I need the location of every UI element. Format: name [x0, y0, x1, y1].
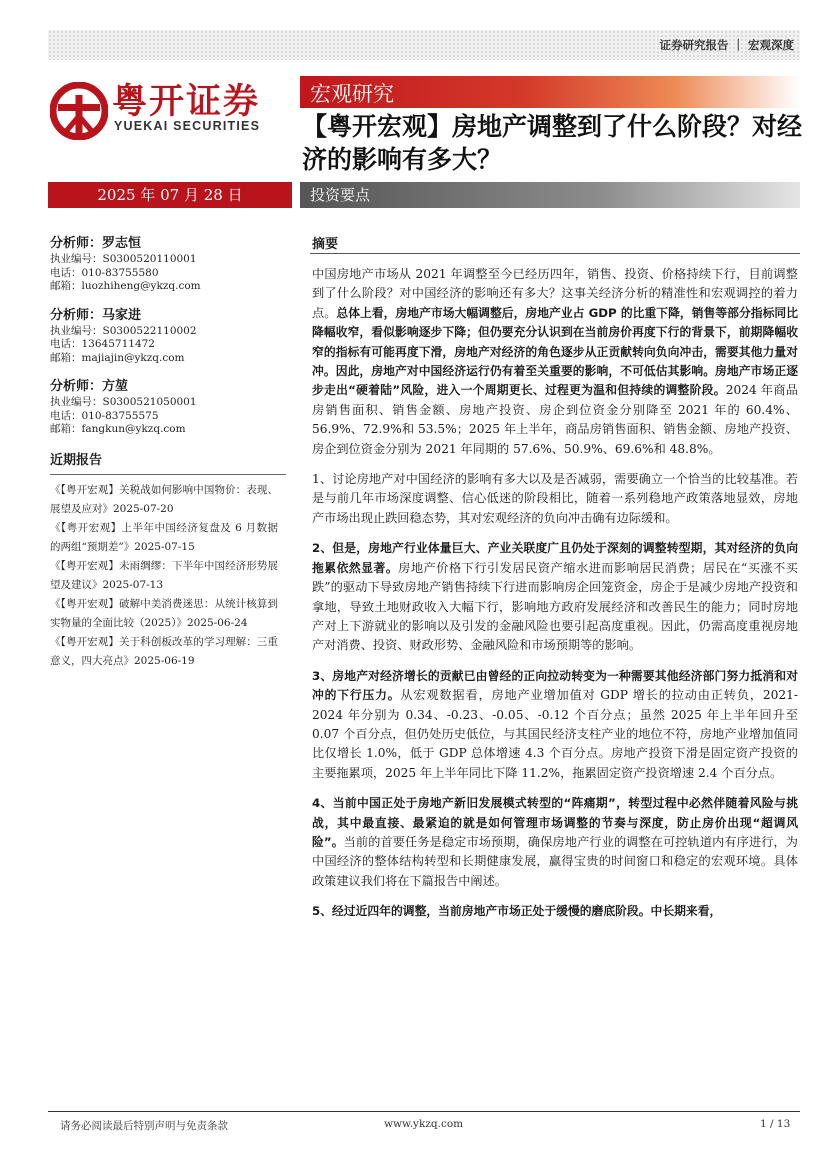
paragraph-bold-text: 2、但是，房地产行业体量巨大、产业关联度广且仍处于深刻的调整转型期，其对经济的负向拖累依然显著。 — [312, 541, 798, 575]
analyst-email: 邮箱：fangkun@ykzq.com — [50, 423, 186, 435]
abstract-paragraph — [312, 902, 798, 921]
abstract-paragraph — [312, 794, 798, 891]
recent-report-link[interactable]: 《【粤开宏观】上半年中国经济复盘及 6 月数据的两组“预期差”》2025-07-15 — [50, 521, 278, 553]
analyst-license: 执业编号：S0300522110002 — [50, 324, 197, 337]
category-bar — [300, 76, 800, 108]
paragraph-bold-text: 5、经过近四年的调整，当前房地产市场正处于缓慢的磨底阶段。中长期来看， — [312, 904, 722, 919]
abstract-body — [312, 265, 798, 933]
abstract-paragraph: 1、讨论房地产对中国经济的影响有多大以及是否减弱，需要确立一个恰当的比较基准。若是与前几年市场深度调整、信心低迷的阶段相比，随着一系列稳地产政策落地显效，房地产市场出现止跌回稳态势，其对宏观经济的负向冲击确有边际缓和。 — [312, 472, 798, 525]
analyst-block — [50, 306, 290, 366]
logo-name-en: YUEKAI SECURITIES — [114, 119, 261, 133]
abstract-divider — [310, 253, 800, 254]
footer-page-number: 1 / 13 — [760, 1118, 791, 1130]
abstract-paragraph — [312, 265, 798, 459]
paragraph-bold-text: 总体上看，房地产市场大幅调整后，房地产业占 GDP 的比重下降，销售等部分指标同比降幅收窄，看似影响逐步下降；但仍要充分认识到在当前房价再度下行的背景下，前期降幅收窄的指标有可能再度下滑，房地产对经济的角色逐步从正贡献转向负向冲击，需要其他力量对冲。因此，房地产对中国经济运行仍有着至关重要的影响，不可低估其影响。房地产市场正逐步走出“硬着陆”风险，进入一个周期更长、过程更为温和但持续的调整阶段。 — [312, 305, 798, 398]
paragraph-text: 2024 年商品房销售面积、销售金额、房地产投资、房企到位资金分别降至 2021 年的 60.4%、56.9%、72.9%和 53.5%；2025 年上半年，商品房销售面积、销售金额、房地产投资、房企到位资金分别为 2021 年同期的 57.6%、50.9%、69.6%和 48.8%。 — [312, 383, 799, 456]
paragraph-text: 从宏观数据看，房地产业增加值对 GDP 增长的拉动由正转负，2021-2024 年分别为 0.34、-0.23、-0.05、-0.12 个百分点；虽然 2025 年上半年回升至 0.07 个百分点，但仍处历史低位，与其国民经济支柱产业的地位不符，房地产业增加值同比仅增长 1.0%，低于 GDP 总体增速 4.3 个百分点。房地产投资下滑是固定资产投资的主要拖累项，2025 年上半年同比下降 11.2%，拖累固定资产投资增速 2.4 个百分点。 — [312, 688, 798, 780]
recent-report-link[interactable]: 《【粤开宏观】关税战如何影响中国物价：表现、展望及应对》2025-07-20 — [50, 483, 278, 515]
paragraph-bold-text: 4、当前中国正处于房地产新旧发展模式转型的“阵痛期”，转型过程中必然伴随着风险与挑战，其中最直接、最紧迫的就是如何管理市场调整的节奏与深度，防止房价出现“超调风险”。 — [312, 796, 798, 849]
report-title: 【粤开宏观】房地产调整到了什么阶段？对经济的影响有多大？ — [302, 112, 803, 174]
analyst-block — [50, 234, 290, 294]
footer-divider — [48, 1111, 800, 1112]
analyst-email: 邮箱：luozhiheng@ykzq.com — [50, 280, 201, 292]
abstract-paragraph — [312, 667, 798, 783]
analyst-name: 分析师：方堃 — [50, 379, 129, 394]
footer-disclaimer: 请务必阅读最后特别声明与免责条款 — [60, 1120, 228, 1132]
report-type-label: 证券研究报告 ｜ 宏观深度 — [659, 38, 794, 52]
analyst-name: 分析师：罗志恒 — [50, 236, 142, 251]
sidebar — [50, 234, 290, 671]
analyst-block — [50, 377, 290, 437]
recent-reports-title: 近期报告 — [50, 449, 286, 475]
paragraph-text: 当前的首要任务是稳定市场预期，确保房地产行业的调整在可控轨道内有序进行，为中国经济的整体结构转型和长期健康发展，赢得宝贵的时间窗口和稳定的宏观环境。具体政策建议我们将在下篇报告中阐述。 — [312, 834, 798, 888]
analyst-phone: 电话：13645711472 — [50, 338, 155, 350]
paragraph-text: 中国房地产市场从 2021 年调整至今已经历四年，销售、投资、价格持续下行，目前调整到了什么阶段？对中国经济的影响还有多大？这事关经济分析的精准性和宏观调控的着力点。 — [312, 267, 798, 320]
date-bar — [48, 182, 292, 208]
footer-website[interactable]: www.ykzq.com — [384, 1118, 464, 1130]
analyst-name: 分析师：马家进 — [50, 307, 142, 323]
yuekai-logo-icon — [50, 82, 108, 140]
recent-report-link[interactable]: 《【粤开宏观】破解中美消费迷思：从统计核算到实物量的全面比较（2025）》2025-06-24 — [50, 597, 278, 629]
section-bar — [300, 182, 800, 208]
analyst-email: 邮箱：majiajin@ykzq.com — [50, 351, 185, 364]
logo-name-cn: 粤开证券 — [112, 82, 261, 122]
analyst-phone: 电话：010-83755575 — [50, 409, 159, 422]
company-logo — [50, 80, 290, 140]
section-label: 投资要点 — [310, 186, 371, 204]
category-label: 宏观研究 — [310, 82, 394, 106]
abstract-paragraph — [312, 539, 798, 655]
analyst-phone: 电话：010-83755580 — [50, 266, 159, 279]
abstract-heading: 摘要 — [312, 237, 339, 252]
paragraph-bold-text: 3、房地产对经济增长的贡献已由曾经的正向拉动转变为一种需要其他经济部门努力抵消和对冲的下行压力。 — [312, 668, 798, 703]
analyst-license: 执业编号：S0300520110001 — [50, 253, 197, 265]
recent-report-link[interactable]: 《【粤开宏观】未雨绸缪：下半年中国经济形势展望及建议》2025-07-13 — [50, 559, 278, 591]
analyst-license: 执业编号：S0300521050001 — [50, 396, 197, 408]
recent-reports-list — [50, 481, 278, 671]
recent-report-link[interactable]: 《【粤开宏观】关于科创板改革的学习理解：三重意义，四大亮点》2025-06-19 — [50, 635, 278, 667]
report-date: 2025 年 07 月 28 日 — [97, 186, 243, 204]
paragraph-text: 房地产价格下行引发居民资产缩水进而影响居民消费；居民在“买涨不买跌”的驱动下导致房地产销售持续下行进而影响房企回笼资金，房企于是减少房地产投资和拿地，导致土地财政收入大幅下行，影响地方政府发展经济和改善民生的能力；同时房地产对上下游就业的影响以及引发的金融风险也要引起高度重视。因此，仍需高度重视房地产对消费、投资、财政形势、金融风险和市场预期等的影响。 — [312, 560, 798, 653]
header-band — [48, 30, 800, 60]
